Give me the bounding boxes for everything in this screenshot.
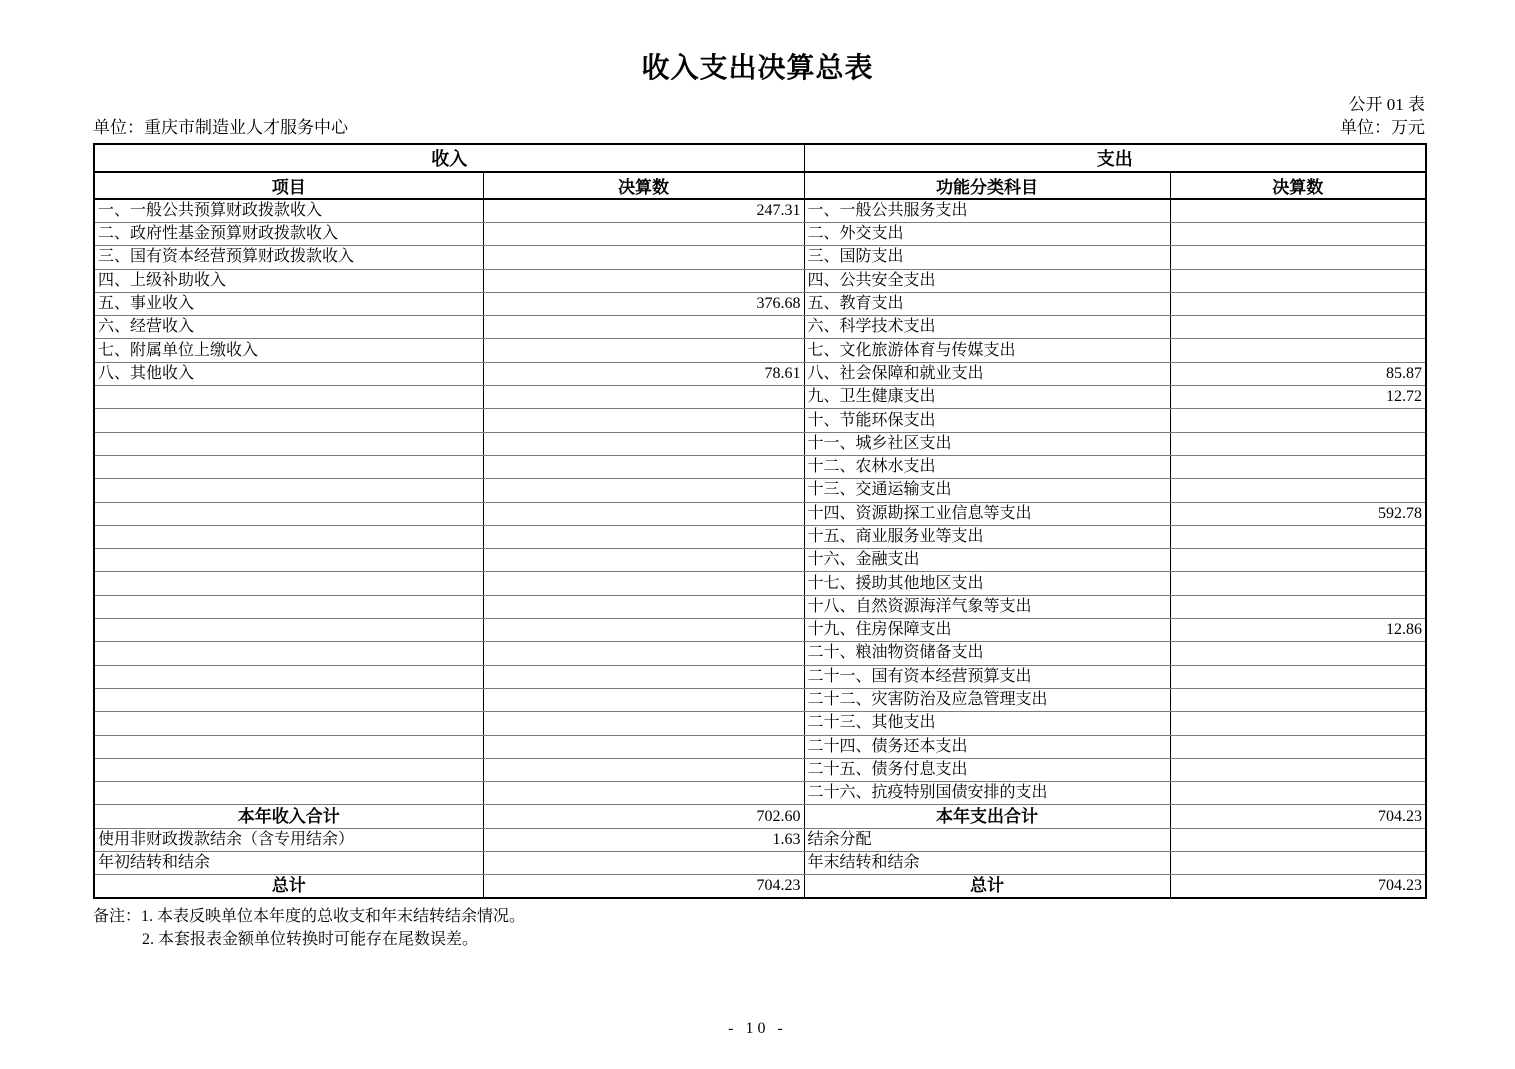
income-amount-cell <box>483 432 804 455</box>
table-row <box>94 246 1426 269</box>
expense-item-cell: 三、国防支出 <box>804 246 1170 269</box>
expense-item-cell: 十、节能环保支出 <box>804 409 1170 432</box>
income-item-cell <box>94 455 483 478</box>
expense-amount-cell <box>1170 409 1426 432</box>
income-amount-cell <box>483 223 804 246</box>
income-amount-cell <box>483 386 804 409</box>
table-row <box>94 642 1426 665</box>
expense-item-cell: 十二、农林水支出 <box>804 455 1170 478</box>
expense-item-cell: 总计 <box>804 875 1170 899</box>
expense-item-cell: 本年支出合计 <box>804 805 1170 828</box>
expense-amount-cell <box>1170 432 1426 455</box>
expense-amount-cell <box>1170 758 1426 781</box>
expense-amount-cell <box>1170 455 1426 478</box>
page-number: - 10 - <box>728 1020 787 1037</box>
expense-amount-cell <box>1170 549 1426 572</box>
expense-item-cell: 十四、资源勘探工业信息等支出 <box>804 502 1170 525</box>
table-row <box>94 549 1426 572</box>
expense-amount-cell <box>1170 525 1426 548</box>
income-item-cell <box>94 549 483 572</box>
page-title: 收入支出决算总表 <box>641 53 874 84</box>
note-line-1: 备注：1. 本表反映单位本年度的总收支和年末结转结余情况。 <box>93 908 526 926</box>
expense-item-cell: 十六、金融支出 <box>804 549 1170 572</box>
expense-amount-cell: 12.72 <box>1170 386 1426 409</box>
expense-item-cell: 结余分配 <box>804 828 1170 851</box>
income-item-cell <box>94 386 483 409</box>
income-item-cell <box>94 525 483 548</box>
meta-row <box>93 118 1425 138</box>
table-row <box>94 688 1426 711</box>
income-amount-cell <box>483 619 804 642</box>
income-item-cell <box>94 502 483 525</box>
income-amount-cell <box>483 269 804 292</box>
expense-amount-cell: 592.78 <box>1170 502 1426 525</box>
table-row <box>94 386 1426 409</box>
income-amount-cell: 376.68 <box>483 292 804 315</box>
expense-item-cell: 十七、援助其他地区支出 <box>804 572 1170 595</box>
income-item-cell: 六、经营收入 <box>94 316 483 339</box>
table-row <box>94 223 1426 246</box>
expense-amount-cell <box>1170 339 1426 362</box>
table-row <box>94 875 1426 899</box>
expense-item-cell: 二十六、抗疫特别国债安排的支出 <box>804 782 1170 805</box>
expense-amount-cell <box>1170 782 1426 805</box>
expense-amount-cell <box>1170 572 1426 595</box>
col-header-expense-amount: 决算数 <box>1170 172 1426 199</box>
expense-amount-cell <box>1170 246 1426 269</box>
income-amount-cell <box>483 852 804 875</box>
income-item-cell: 三、国有资本经营预算财政拨款收入 <box>94 246 483 269</box>
expense-amount-cell <box>1170 642 1426 665</box>
expense-item-cell: 六、科学技术支出 <box>804 316 1170 339</box>
table-row <box>94 619 1426 642</box>
income-amount-cell <box>483 572 804 595</box>
income-item-cell: 年初结转和结余 <box>94 852 483 875</box>
income-item-cell <box>94 432 483 455</box>
income-item-cell <box>94 595 483 618</box>
table-row <box>94 828 1426 851</box>
expense-amount-cell: 704.23 <box>1170 875 1426 899</box>
col-header-income-amount: 决算数 <box>483 172 804 199</box>
income-amount-cell <box>483 712 804 735</box>
col-header-function: 功能分类科目 <box>804 172 1170 199</box>
table-row <box>94 712 1426 735</box>
col-header-item: 项目 <box>94 172 483 199</box>
table-row <box>94 199 1426 223</box>
income-amount-cell <box>483 595 804 618</box>
table-code-label: 公开 01 表 <box>1348 95 1425 114</box>
expense-item-cell: 二十二、灾害防治及应急管理支出 <box>804 688 1170 711</box>
expense-amount-cell <box>1170 688 1426 711</box>
table-row <box>94 432 1426 455</box>
table-row <box>94 479 1426 502</box>
table-row <box>94 409 1426 432</box>
income-amount-cell <box>483 455 804 478</box>
expense-item-cell: 二十四、债务还本支出 <box>804 735 1170 758</box>
note-line-2: 2. 本套报表金额单位转换时可能存在尾数误差。 <box>142 931 479 949</box>
expense-item-cell: 十三、交通运输支出 <box>804 479 1170 502</box>
table-row <box>94 735 1426 758</box>
income-item-cell: 总计 <box>94 875 483 899</box>
income-amount-cell <box>483 688 804 711</box>
income-amount-cell: 1.63 <box>483 828 804 851</box>
notes-block <box>93 905 1515 951</box>
income-item-cell: 一、一般公共预算财政拨款收入 <box>94 199 483 223</box>
expense-item-cell: 十九、住房保障支出 <box>804 619 1170 642</box>
column-header-row <box>94 172 1426 199</box>
expense-item-cell: 九、卫生健康支出 <box>804 386 1170 409</box>
expense-amount-cell <box>1170 269 1426 292</box>
table-row <box>94 852 1426 875</box>
income-amount-cell <box>483 339 804 362</box>
table-row <box>94 362 1426 385</box>
expense-item-cell: 七、文化旅游体育与传媒支出 <box>804 339 1170 362</box>
income-amount-cell <box>483 479 804 502</box>
expense-item-cell: 二十、粮油物资储备支出 <box>804 642 1170 665</box>
table-row <box>94 292 1426 315</box>
income-item-cell <box>94 642 483 665</box>
income-item-cell <box>94 712 483 735</box>
income-amount-cell <box>483 642 804 665</box>
table-row <box>94 572 1426 595</box>
expense-amount-cell <box>1170 852 1426 875</box>
income-item-cell: 五、事业收入 <box>94 292 483 315</box>
income-amount-cell: 702.60 <box>483 805 804 828</box>
income-item-cell <box>94 758 483 781</box>
income-item-cell: 使用非财政拨款结余（含专用结余） <box>94 828 483 851</box>
expense-item-cell: 五、教育支出 <box>804 292 1170 315</box>
expense-amount-cell <box>1170 223 1426 246</box>
table-row <box>94 805 1426 828</box>
income-item-cell <box>94 409 483 432</box>
income-item-cell: 七、附属单位上缴收入 <box>94 339 483 362</box>
expense-item-cell: 年末结转和结余 <box>804 852 1170 875</box>
expense-item-cell: 二十三、其他支出 <box>804 712 1170 735</box>
income-item-cell <box>94 665 483 688</box>
income-amount-cell <box>483 549 804 572</box>
income-amount-cell <box>483 409 804 432</box>
table-row <box>94 665 1426 688</box>
expense-item-cell: 二十五、债务付息支出 <box>804 758 1170 781</box>
expense-amount-cell: 12.86 <box>1170 619 1426 642</box>
table-row <box>94 316 1426 339</box>
expense-amount-cell <box>1170 735 1426 758</box>
income-item-cell: 二、政府性基金预算财政拨款收入 <box>94 223 483 246</box>
expense-amount-cell <box>1170 595 1426 618</box>
expense-section-header: 支出 <box>804 144 1426 172</box>
expense-amount-cell <box>1170 199 1426 223</box>
expense-amount-cell <box>1170 712 1426 735</box>
income-amount-cell <box>483 782 804 805</box>
income-amount-cell: 247.31 <box>483 199 804 223</box>
table-row <box>94 269 1426 292</box>
table-body <box>94 199 1426 898</box>
expense-amount-cell <box>1170 665 1426 688</box>
income-item-cell <box>94 572 483 595</box>
org-unit-label: 单位：重庆市制造业人才服务中心 <box>93 118 348 137</box>
income-amount-cell <box>483 665 804 688</box>
income-item-cell <box>94 619 483 642</box>
expense-item-cell: 十五、商业服务业等支出 <box>804 525 1170 548</box>
expense-amount-cell <box>1170 316 1426 339</box>
expense-amount-cell: 85.87 <box>1170 362 1426 385</box>
expense-item-cell: 八、社会保障和就业支出 <box>804 362 1170 385</box>
income-amount-cell <box>483 758 804 781</box>
expense-amount-cell <box>1170 828 1426 851</box>
expense-item-cell: 二十一、国有资本经营预算支出 <box>804 665 1170 688</box>
expense-amount-cell: 704.23 <box>1170 805 1426 828</box>
expense-amount-cell <box>1170 292 1426 315</box>
table-row <box>94 782 1426 805</box>
income-item-cell <box>94 782 483 805</box>
income-amount-cell <box>483 502 804 525</box>
income-amount-cell <box>483 316 804 339</box>
income-amount-cell <box>483 246 804 269</box>
table-row <box>94 595 1426 618</box>
currency-unit-label: 单位：万元 <box>1340 118 1425 137</box>
table-row <box>94 455 1426 478</box>
income-item-cell <box>94 688 483 711</box>
budget-summary-table <box>93 143 1427 899</box>
table-row <box>94 758 1426 781</box>
income-item-cell <box>94 479 483 502</box>
expense-item-cell: 四、公共安全支出 <box>804 269 1170 292</box>
expense-item-cell: 二、外交支出 <box>804 223 1170 246</box>
expense-item-cell: 十八、自然资源海洋气象等支出 <box>804 595 1170 618</box>
table-row <box>94 502 1426 525</box>
income-amount-cell: 704.23 <box>483 875 804 899</box>
income-item-cell: 本年收入合计 <box>94 805 483 828</box>
income-item-cell <box>94 735 483 758</box>
income-item-cell: 八、其他收入 <box>94 362 483 385</box>
income-section-header: 收入 <box>94 144 804 172</box>
table-header <box>94 144 1426 199</box>
table-row <box>94 525 1426 548</box>
table-row <box>94 339 1426 362</box>
income-amount-cell <box>483 525 804 548</box>
expense-item-cell: 一、一般公共服务支出 <box>804 199 1170 223</box>
expense-amount-cell <box>1170 479 1426 502</box>
income-amount-cell: 78.61 <box>483 362 804 385</box>
income-amount-cell <box>483 735 804 758</box>
section-header-row <box>94 144 1426 172</box>
income-item-cell: 四、上级补助收入 <box>94 269 483 292</box>
expense-item-cell: 十一、城乡社区支出 <box>804 432 1170 455</box>
